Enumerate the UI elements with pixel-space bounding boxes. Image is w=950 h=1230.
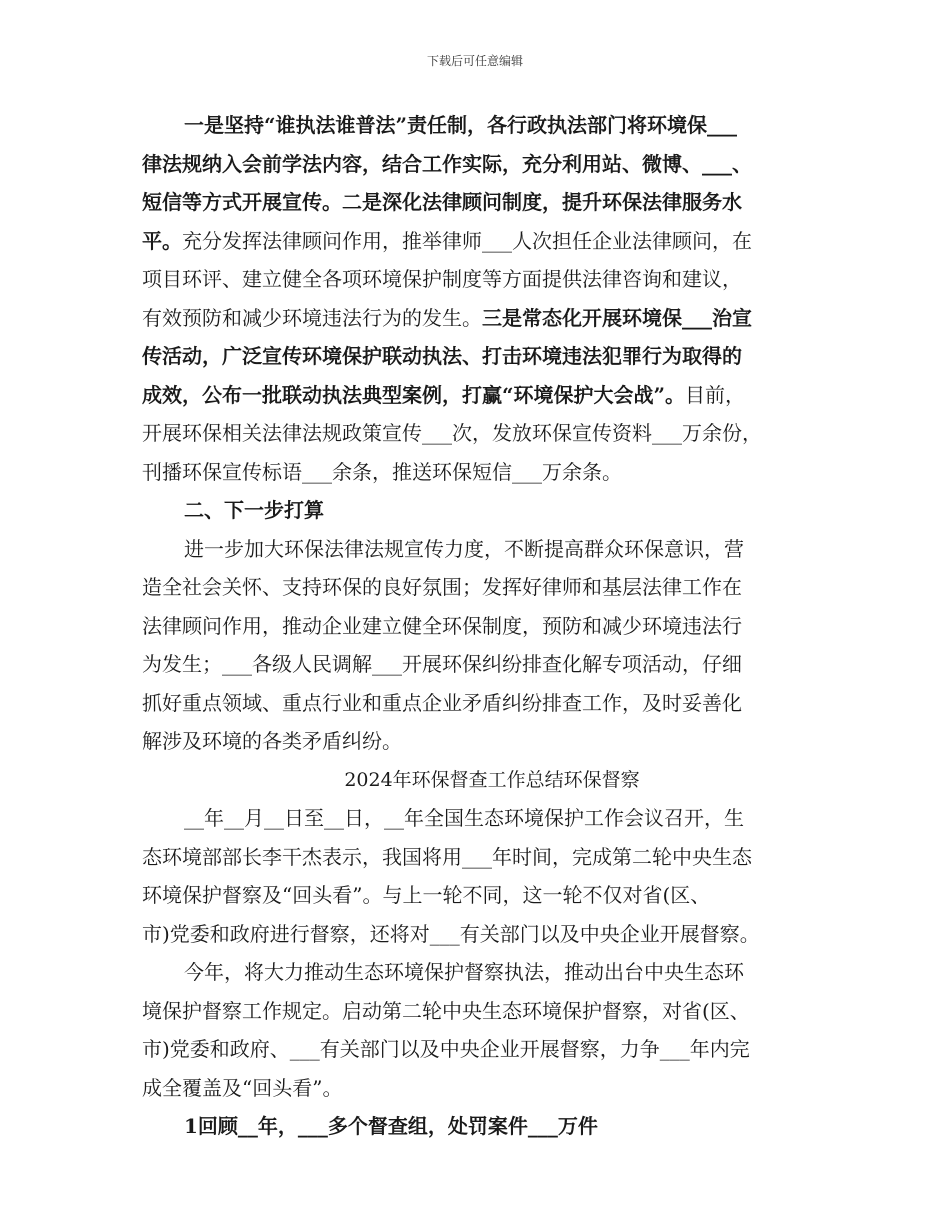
- bold-text-run: 短信等方式开展宣传。二是深化法律顾问制度，提升环保法律服务水: [142, 190, 742, 214]
- text-line: 态环境部部长李干杰表示，我国将用___年时间，完成第二轮中央生态: [142, 844, 752, 869]
- text-line: 抓好重点领域、重点行业和重点企业矛盾纠纷排查工作，及时妥善化: [142, 690, 742, 715]
- bold-text-run: 传活动，广泛宣传环境保护联动执法、打击环境违法犯罪行为取得的: [142, 344, 742, 368]
- section-heading-next-steps: 二、下一步打算: [184, 498, 324, 522]
- text-line: 今年，将大力推动生态环境保护督察执法，推动出台中央生态环: [184, 960, 744, 984]
- text-run: 有效预防和减少环境违法行为的发生。: [142, 305, 482, 330]
- text-line: 进一步加大环保法律法规宣传力度，不断提高群众环保意识，营: [184, 536, 744, 561]
- text-line: [142, 376, 842, 415]
- text-line: 境保护督察工作规定。启动第二轮中央生态环境保护督察，对省(区、: [142, 998, 750, 1023]
- text-line: [142, 299, 842, 338]
- text-line: 解涉及环境的各类矛盾纠纷。: [142, 729, 402, 753]
- text-run: 刊播环保宣传标语___余条，推送环保短信___万余条。: [142, 459, 622, 484]
- page-header-note: 下载后可任意编辑: [426, 54, 523, 68]
- text-line: [142, 106, 842, 145]
- text-line: [142, 414, 842, 453]
- text-line: [142, 222, 842, 261]
- text-line: 市)党委和政府进行督察，还将对___有关部门以及中央企业开展督察。: [142, 921, 760, 946]
- text-run: 开展环保相关法律法规政策宣传___次，发放环保宣传资料___万余份，: [142, 421, 762, 445]
- text-line: 为发生；___各级人民调解___开展环保纠纷排查化解专项活动，仔细: [142, 652, 742, 676]
- bold-text-run: 三是常态化开展环境保___治宣: [482, 305, 752, 330]
- paragraph-legal-publicity: [142, 106, 842, 491]
- text-line: [142, 260, 842, 299]
- bold-text-run: 律法规纳入会前学法内容，结合工作实际，充分利用站、微博、___、: [142, 151, 752, 176]
- text-line: [142, 183, 842, 222]
- text-run: 项目环评、建立健全各项环境保护制度等方面提供法律咨询和建议，: [142, 267, 742, 291]
- text-line: 造全社会关怀、支持环保的良好氛围；发挥好律师和基层法律工作在: [142, 575, 742, 599]
- document-body: [142, 106, 842, 1146]
- text-line: 市)党委和政府、___有关部门以及中央企业开展督察，力争___年内完: [142, 1037, 750, 1061]
- text-run: 充分发挥法律顾问作用，推举律师___人次担任企业法律顾问，在: [182, 228, 752, 253]
- text-line: [142, 453, 842, 492]
- bold-text-run: 一是坚持“谁执法谁普法”责任制，各行政执法部门将环境保___: [184, 113, 738, 137]
- text-line: __年__月__日至__日，__年全国生态环境保护工作会议召开，生: [184, 806, 744, 830]
- document-title: 2024年环保督查工作总结环保督察: [344, 768, 640, 791]
- text-line: [142, 337, 842, 376]
- bold-text-run: 成效，公布一批联动执法典型案例，打赢“环境保护大会战”。: [142, 382, 686, 407]
- text-line: 成全覆盖及“回头看”。: [142, 1075, 343, 1100]
- text-line: [142, 145, 842, 184]
- text-line: 法律顾问作用，推动企业建立健全环保制度，预防和减少环境违法行: [142, 613, 742, 638]
- text-line: 环境保护督察及“回头看”。与上一轮不同，这一轮不仅对省(区、: [142, 883, 711, 907]
- bold-text-run: 平。: [142, 228, 182, 253]
- subheading-review: 1回顾__年，___多个督查组，处罚案件___万件: [184, 1114, 598, 1138]
- text-run: 目前，: [685, 382, 746, 407]
